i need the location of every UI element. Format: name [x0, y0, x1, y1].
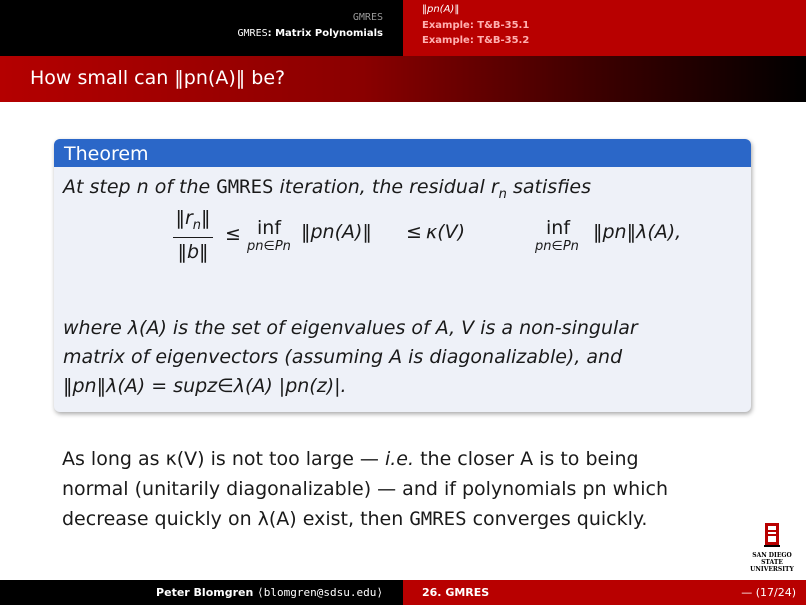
poly-norm-1: ‖pn(A)‖: [301, 221, 372, 243]
header-section-mono: GMRES: [237, 28, 268, 39]
frame-title-bar: [0, 56, 806, 102]
subsection-link-pn-norm[interactable]: ‖pn(A)‖: [422, 4, 460, 15]
fraction-denominator: ‖b‖: [177, 241, 209, 263]
theorem-line-1: At step n of the GMRES iteration, the residual $r_n$ satisfies: [63, 176, 591, 202]
footer-author: Peter Blomgren ⟨blomgren@sdsu.edu⟩: [156, 586, 383, 599]
body-line-2: normal (unitarily diagonalizable) — and if polynomials pn which: [62, 478, 668, 500]
header-section-panel: [0, 0, 403, 56]
fraction-bar: [173, 237, 213, 238]
subsection-link-example-35-2[interactable]: Example: T&B-35.2: [422, 35, 530, 46]
theorem-body: [54, 167, 751, 412]
footer-topic-panel: [403, 580, 806, 605]
theorem-line-3: matrix of eigenvectors (assuming A is diagonalizable), and: [63, 346, 623, 368]
leq-symbol-1: ≤: [225, 223, 241, 245]
poly-norm-2: ‖pn‖λ(A),: [593, 221, 682, 243]
header-section-title[interactable]: GMRES: [352, 12, 383, 23]
residual-bound-equation: [169, 207, 682, 287]
inf-subscript-2: pn∈Pn: [535, 239, 579, 254]
theorem-line-2: where λ(A) is the set of eigenvalues of A, V is a non-singular: [63, 317, 638, 339]
header-subsection-panel: [403, 0, 806, 56]
body-line-1: As long as κ(V) is not too large — i.e. the closer A is to being: [62, 448, 639, 470]
frame-title: How small can ‖pn(A)‖ be?: [30, 67, 286, 89]
condition-number: κ(V): [426, 221, 466, 243]
footer-topic: 26. GMRES: [422, 586, 490, 599]
header-section-rest: : Matrix Polynomials: [267, 28, 383, 39]
theorem-block: [54, 139, 751, 412]
header-section-subtitle[interactable]: [238, 28, 383, 39]
inf-subscript-1: pn∈Pn: [247, 239, 291, 254]
subsection-link-example-35-1[interactable]: Example: T&B-35.1: [422, 20, 530, 31]
leq-symbol-2: ≤: [406, 221, 422, 243]
sdsu-emblem-icon: [762, 522, 782, 548]
theorem-heading: Theorem: [54, 139, 751, 167]
sdsu-logo: [742, 522, 802, 573]
theorem-line-4: ‖pn‖λ(A) = supz∈λ(A) |pn(z)|.: [63, 375, 347, 397]
footer-author-panel: [0, 580, 403, 605]
fraction-numerator: $‖r_n‖$: [175, 207, 211, 233]
body-line-3: decrease quickly on λ(A) exist, then GMRES converges quickly.: [62, 508, 648, 530]
footer-page-number: — (17/24): [741, 586, 796, 599]
inf-operator-1: inf: [257, 217, 282, 239]
sdsu-logo-text: SAN DIEGO STATE UNIVERSITY: [750, 552, 794, 573]
inf-operator-2: inf: [546, 217, 571, 239]
